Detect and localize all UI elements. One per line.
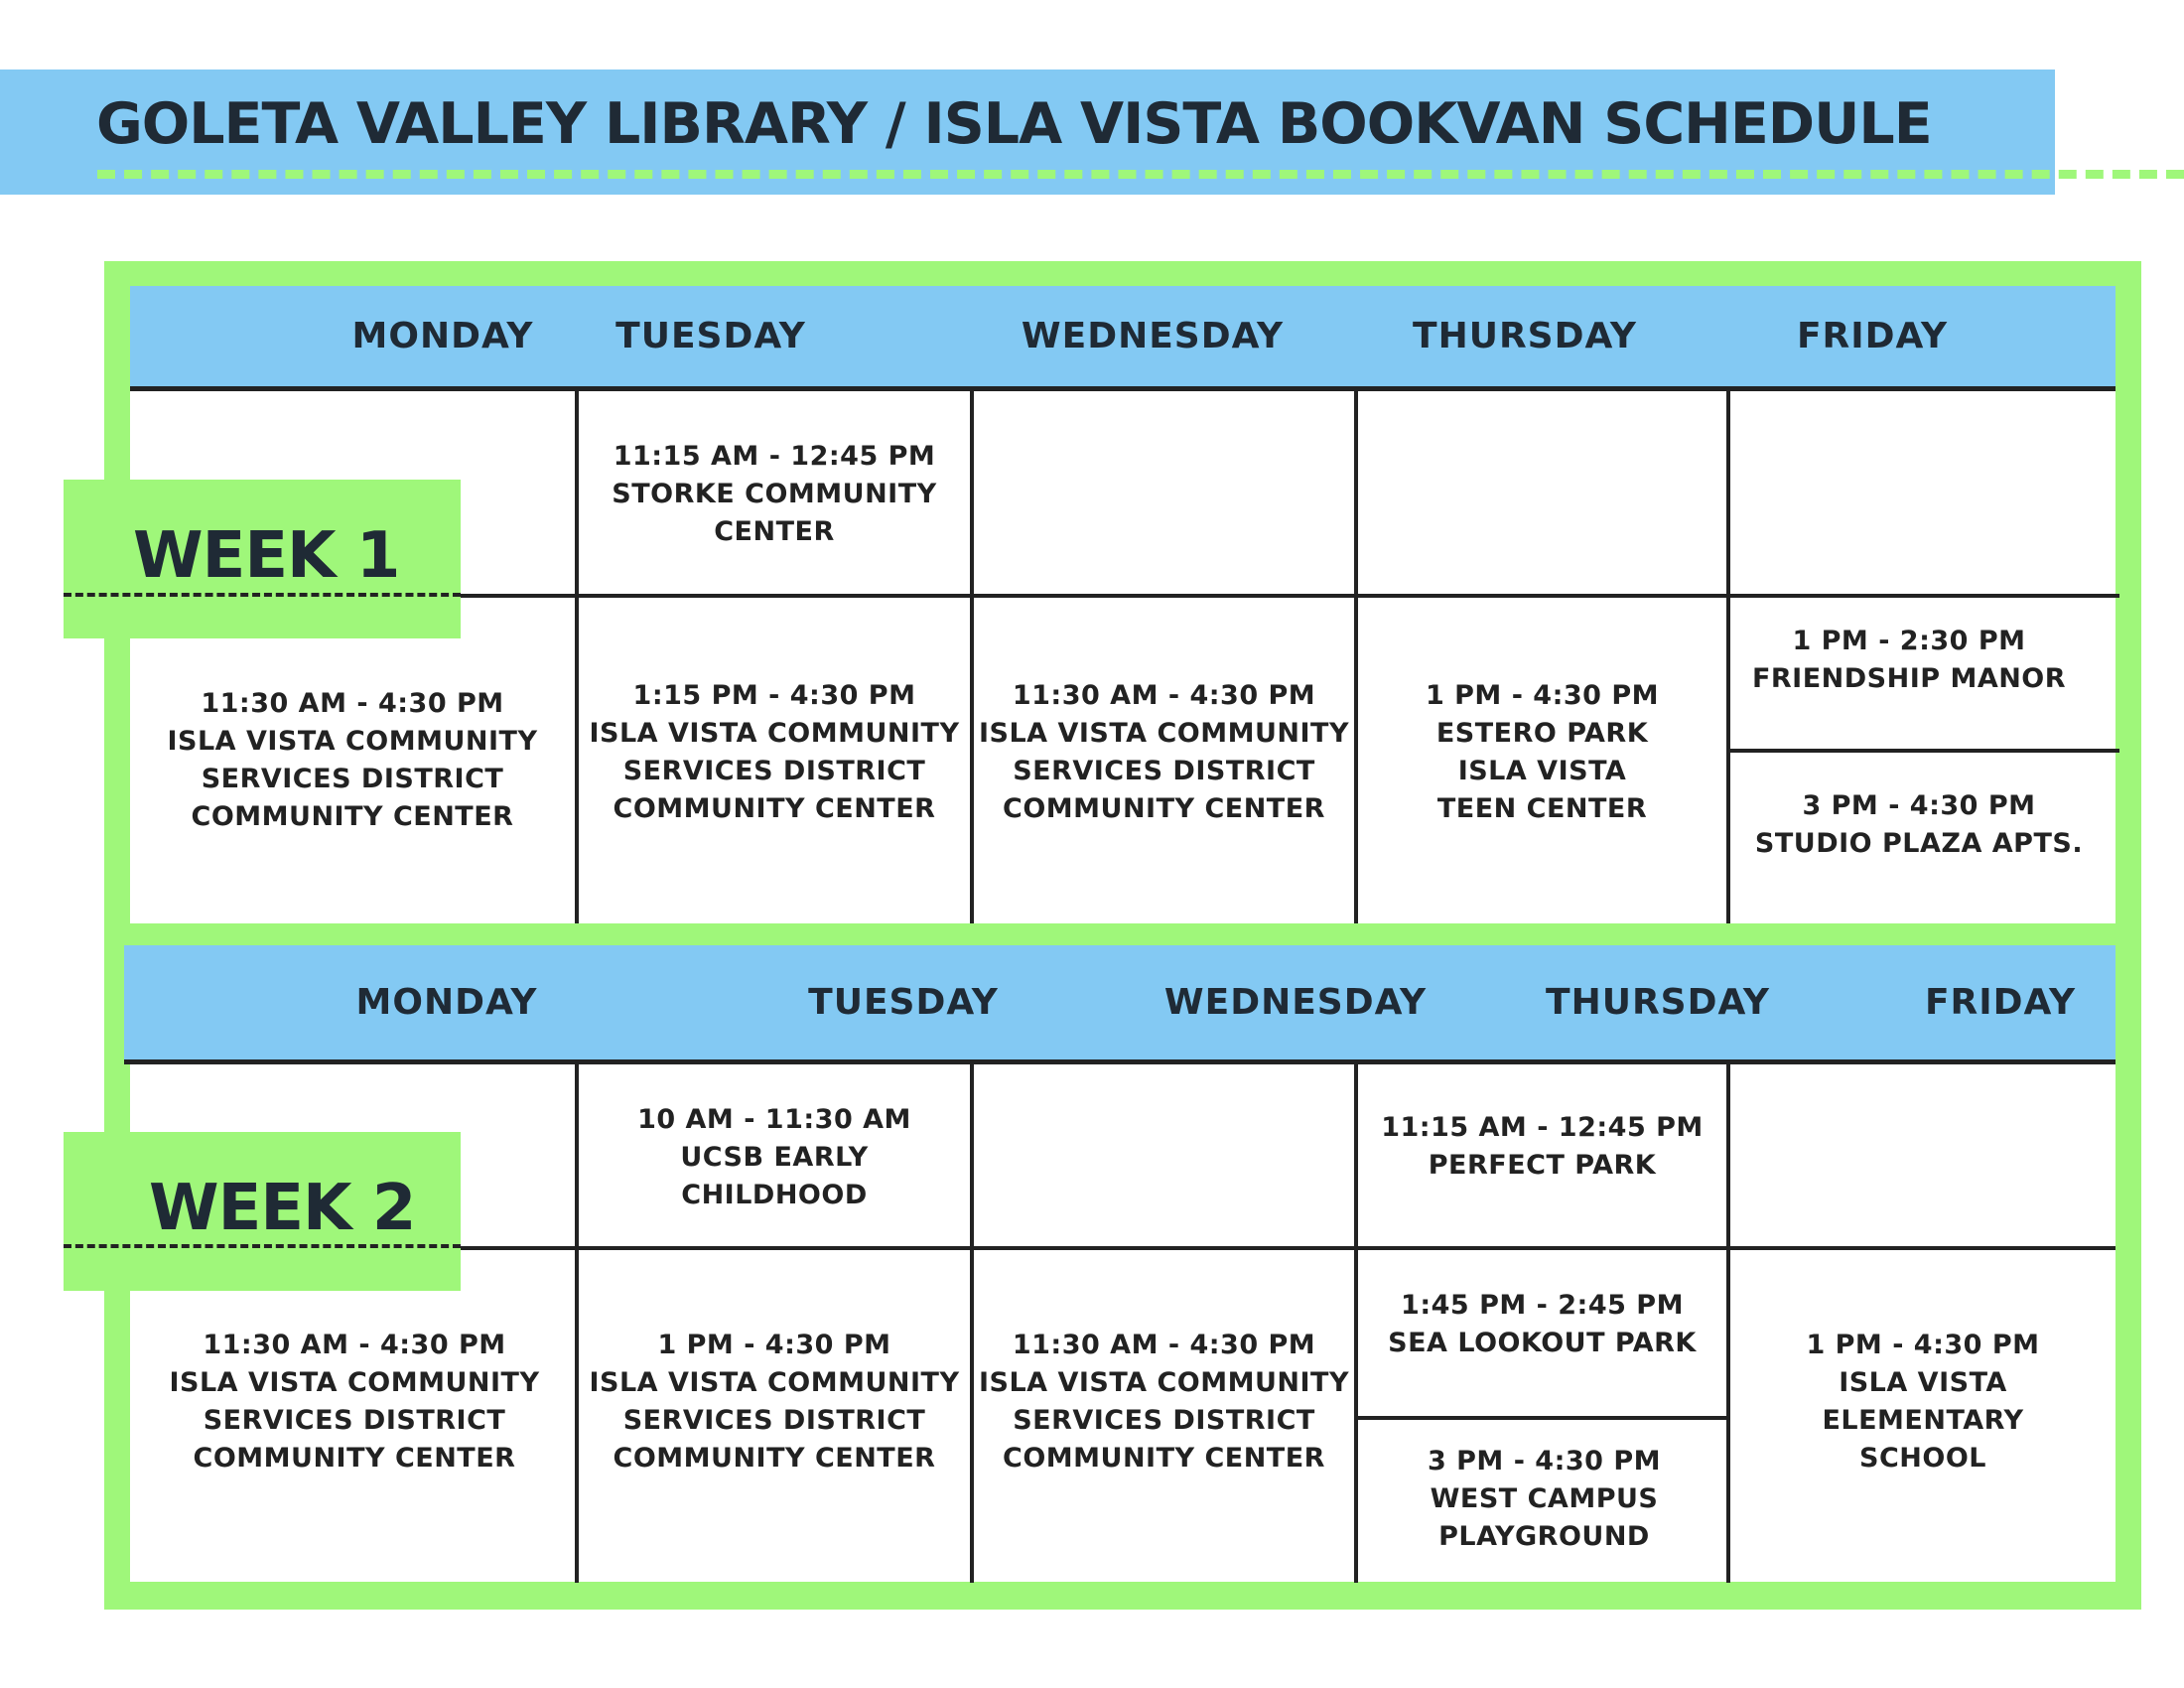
week-1-dashed-line [64,593,461,597]
week-1-tab [64,480,461,638]
w2-wednesday-slot: 11:30 AM - 4:30 PM ISLA VISTA COMMUNITY SERVICES DISTRICT COMMUNITY CENTER [978,1330,1350,1474]
day-header-thursday: THURSDAY [1546,982,1770,1023]
week-1-label: WEEK 1 [133,519,400,593]
w1-thursday-slot: 1 PM - 4:30 PM ESTERO PARK ISLA VISTA TEEN CENTER [1425,680,1660,824]
day-header-thursday: THURSDAY [1413,316,1637,356]
w2-friday-slot: 1 PM - 4:30 PM ISLA VISTA ELEMENTARY SCHOOL [1806,1330,2040,1474]
w2-tuesday-slot: 1 PM - 4:30 PM ISLA VISTA COMMUNITY SERVICES DISTRICT COMMUNITY CENTER [589,1330,960,1474]
grid-line [1354,1416,1726,1420]
w2-thursday-slot-1: 1:45 PM - 2:45 PM SEA LOOKOUT PARK [1388,1290,1697,1358]
week-separator [124,923,2116,945]
day-header-friday: FRIDAY [1796,316,1949,356]
title-dashed-underline [97,170,2184,179]
week-2-dashed-line [64,1244,461,1248]
week-2-tab [64,1132,461,1291]
day-header-monday: MONDAY [355,982,538,1023]
week1-day-header [130,286,2116,391]
day-header-wednesday: WEDNESDAY [1163,982,1428,1023]
day-header-tuesday: TUESDAY [615,316,806,356]
day-header-wednesday: WEDNESDAY [1021,316,1285,356]
page-title: GOLETA VALLEY LIBRARY / ISLA VISTA BOOKVAN SCHEDULE [96,91,1932,157]
w1-friday-slot-2: 3 PM - 4:30 PM STUDIO PLAZA APTS. [1754,790,2084,859]
day-header-friday: FRIDAY [1924,982,2077,1023]
w1-tuesday-slot: 1:15 PM - 4:30 PM ISLA VISTA COMMUNITY SERVICES DISTRICT COMMUNITY CENTER [589,680,960,824]
w2-tuesday-early-slot: 10 AM - 11:30 AM UCSB EARLY CHILDHOOD [637,1103,911,1210]
week2-day-header [124,945,2116,1064]
grid-line [1726,749,2119,753]
w1-friday-slot-1: 1 PM - 2:30 PM FRIENDSHIP MANOR [1751,626,2067,694]
w2-monday-slot: 11:30 AM - 4:30 PM ISLA VISTA COMMUNITY SERVICES DISTRICT COMMUNITY CENTER [169,1330,540,1474]
w1-wednesday-slot: 11:30 AM - 4:30 PM ISLA VISTA COMMUNITY SERVICES DISTRICT COMMUNITY CENTER [978,680,1350,824]
w1-tuesday-early-slot: 11:15 AM - 12:45 PM STORKE COMMUNITY CENTER [612,441,937,547]
w2-thursday-slot-2: 3 PM - 4:30 PM WEST CAMPUS PLAYGROUND [1427,1446,1662,1552]
w1-monday-slot: 11:30 AM - 4:30 PM ISLA VISTA COMMUNITY SERVICES DISTRICT COMMUNITY CENTER [167,688,538,832]
w2-thursday-early-slot: 11:15 AM - 12:45 PM PERFECT PARK [1381,1112,1704,1181]
week-2-label: WEEK 2 [149,1172,416,1245]
day-header-monday: MONDAY [351,316,534,356]
day-header-tuesday: TUESDAY [808,982,999,1023]
